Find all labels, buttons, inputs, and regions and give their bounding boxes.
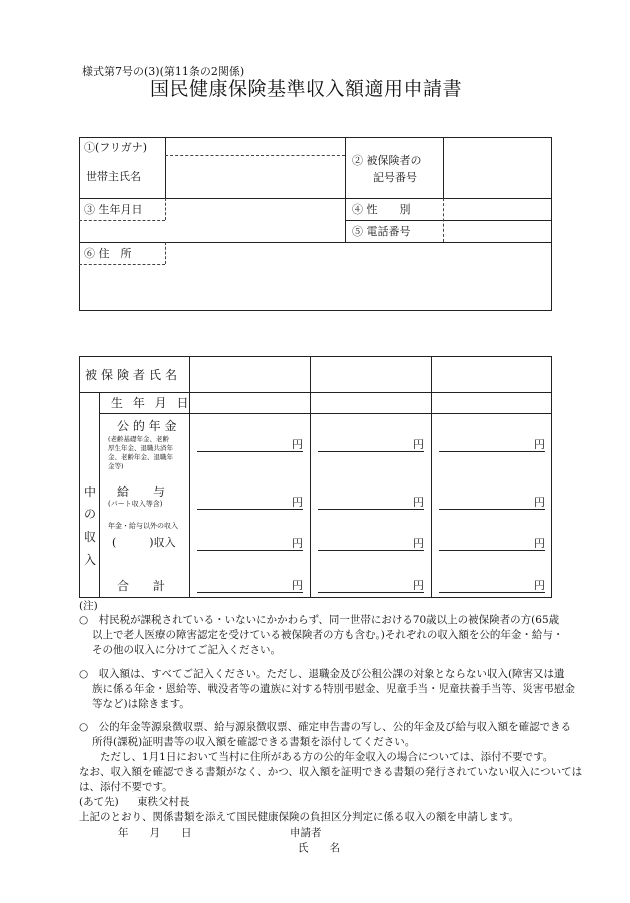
note-2-line-1: ○ 収入額は、すべてご記入ください。ただし、退職金及び公租公課の対象とならない収入(障害又は遺: [79, 668, 565, 680]
yen-total-2: 円: [413, 579, 424, 592]
side-label-char-4: 入: [84, 553, 97, 567]
salary-amount-1[interactable]: [197, 494, 289, 509]
address-field[interactable]: [81, 266, 550, 309]
insured-name-header: 被保険者氏名: [85, 368, 182, 382]
total-amount-3[interactable]: [439, 577, 531, 592]
yen-salary-2: 円: [413, 496, 424, 509]
note-3-line-3: ただし、1月1日において当村に住所がある方の公的年金収入の場合については、添付不要です。: [100, 751, 554, 763]
application-date[interactable]: 年 月 日: [118, 827, 192, 839]
applicant-label: 申請者: [290, 827, 322, 839]
yen-total-3: 円: [534, 579, 545, 592]
insured-number-label: ② 被保険者の: [352, 154, 422, 167]
phone-field[interactable]: [445, 222, 550, 240]
note-2-line-2: 族に係る年金・恩給等、戦没者等の遺族に対する特別弔慰金、児童手当・児童扶養手当等、災害弔慰金: [92, 683, 575, 695]
householder-name-field[interactable]: [167, 157, 343, 196]
birthdate-field-2[interactable]: [312, 394, 429, 411]
note-1-line-3: その他の収入に分けてご記入ください。: [92, 644, 281, 656]
yen-salary-3: 円: [534, 496, 545, 509]
insured-name-field-3[interactable]: [433, 358, 550, 390]
pension-note-1: (老齢基礎年金、老齢: [108, 435, 170, 443]
pension-note-2: 厚生年金、退職共済年: [108, 444, 173, 452]
side-label-char-2: の: [84, 507, 97, 521]
insured-name-field-1[interactable]: [191, 358, 308, 390]
declaration: 上記のとおり、関係書類を添えて国民健康保険の負担区分判定に係る収入の額を申請します。: [79, 811, 520, 823]
yen-other-3: 円: [534, 537, 545, 550]
total-amount-2[interactable]: [318, 577, 410, 592]
yen-total-1: 円: [292, 579, 303, 592]
furigana-label: ①(フリガナ): [84, 141, 148, 154]
phone-label: ⑤ 電話番号: [352, 225, 411, 238]
insured-name-field-2[interactable]: [312, 358, 429, 390]
salary-amount-3[interactable]: [439, 494, 531, 509]
note-2-line-3: 等など)は除きます。: [92, 698, 190, 710]
note-1-line-1: ○ 村民税が課税されている・いないにかかわらず、同一世帯における70歳以上の被保険者の方(65歳: [79, 614, 560, 626]
salary-label: 給 与: [117, 485, 166, 499]
householder-name-label: 世帯主氏名: [86, 170, 141, 183]
insured-number-field[interactable]: [445, 139, 550, 196]
furigana-field[interactable]: [167, 139, 343, 154]
pension-note-3: 金、老齢年金、退職年: [108, 453, 173, 461]
note-3-line-5: は、添付不要です。: [79, 781, 173, 793]
birthdate-field-1[interactable]: [191, 394, 308, 411]
sex-label: ④ 性 別: [352, 203, 411, 216]
note-3-line-2: 所得(課税)証明書等の収入額を確認できる書類を添付してください。: [92, 736, 416, 748]
form-number: 様式第7号の(3)(第11条の2関係): [82, 65, 245, 78]
insured-number-label-2: 記号番号: [373, 171, 417, 184]
pension-amount-1[interactable]: [197, 436, 289, 451]
yen-pension-3: 円: [534, 438, 545, 451]
pension-amount-3[interactable]: [439, 436, 531, 451]
sex-field[interactable]: [445, 200, 550, 218]
notes-heading: (注): [79, 600, 98, 612]
note-3-line-1: ○ 公的年金等源泉徴収票、給与源泉徴収票、確定申告書の写し、公的年金及び給与収入額を確認できる: [79, 721, 572, 733]
addressee-label: (あて先): [79, 796, 119, 808]
side-label-char-3: 収: [84, 530, 97, 544]
salary-note: (パート収入等含): [108, 500, 163, 508]
address-label: ⑥ 住 所: [84, 247, 132, 260]
applicant-name-field[interactable]: [355, 838, 545, 856]
pension-note-4: 金等): [108, 462, 124, 470]
side-label-char-1: 中: [84, 485, 97, 499]
birthdate-field[interactable]: [167, 200, 343, 240]
pension-label: 公 的 年 金: [117, 419, 177, 433]
other-income-note: 年金・給与以外の収入: [108, 522, 178, 530]
pension-amount-2[interactable]: [318, 436, 410, 451]
yen-other-1: 円: [292, 537, 303, 550]
salary-amount-2[interactable]: [318, 494, 410, 509]
other-amount-1[interactable]: [197, 535, 289, 550]
birthdate-field-3[interactable]: [433, 394, 550, 411]
other-amount-3[interactable]: [439, 535, 531, 550]
total-label: 合 計: [117, 579, 166, 593]
yen-other-2: 円: [413, 537, 424, 550]
yen-salary-1: 円: [292, 496, 303, 509]
addressee: 東秩父村長: [137, 796, 190, 808]
applicant-name-label: 氏 名: [298, 842, 340, 854]
note-1-line-2: 以上で老人医療の障害認定を受けている被保険者の方も含む。)それぞれの収入額を公的年金・給与・: [92, 629, 564, 641]
total-amount-1[interactable]: [197, 577, 289, 592]
other-income-label: ( )収入: [112, 536, 176, 549]
page-title: 国民健康保険基準収入額適用申請書: [150, 78, 463, 100]
note-3-line-4: なお、収入額を確認できる書類がなく、かつ、収入額を証明できる書類の発行されていない収入については: [79, 766, 583, 778]
yen-pension-2: 円: [413, 438, 424, 451]
birthdate-header: 生 年 月 日: [111, 396, 192, 410]
other-amount-2[interactable]: [318, 535, 410, 550]
yen-pension-1: 円: [292, 438, 303, 451]
birthdate-label: ③ 生年月日: [84, 203, 143, 216]
